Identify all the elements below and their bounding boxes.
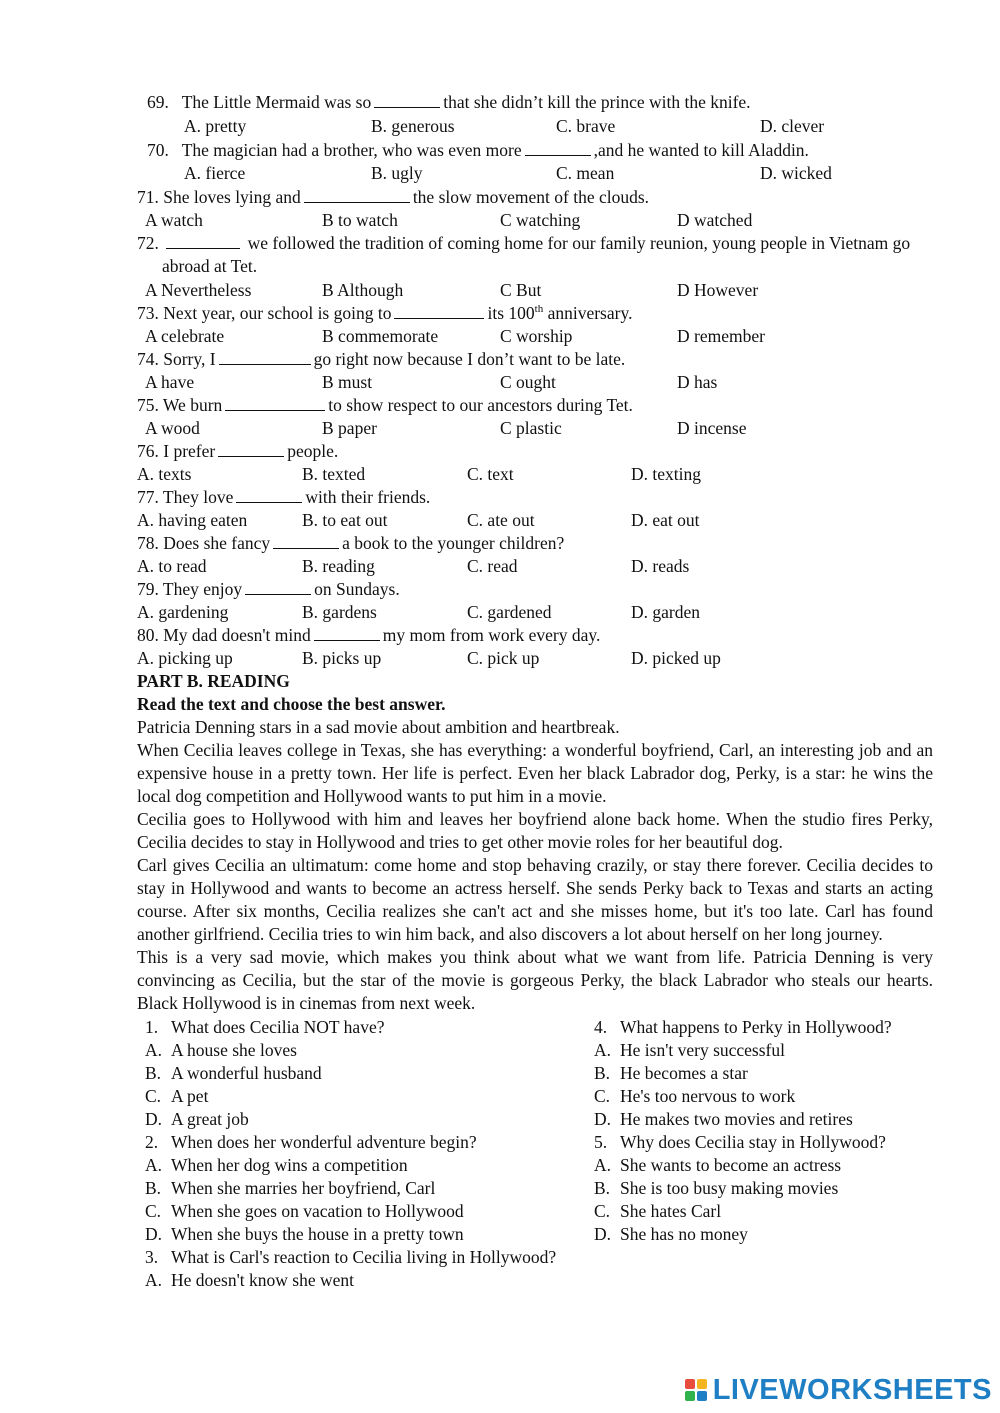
liveworksheets-logo-icon [685,1379,707,1401]
question-text: the slow movement of the clouds. [412,187,650,207]
passage-paragraph: When Cecilia leaves college in Texas, she has everything: a wonderful boyfriend, Carl, an interesting job and an expensive house in a pretty town. Her life is perfect. Even her black Labrador dog, Perky, is a star: he wins the local dog competition and Hollywood wants to put him in a movie. [137,740,933,806]
answer-option[interactable] [594,1154,841,1176]
answer-option[interactable] [594,1108,853,1130]
option-d[interactable]: D. wicked [760,163,832,183]
question-text: 77. They love [137,487,234,507]
option-c[interactable]: C worship [500,326,573,346]
answer-option[interactable] [145,1177,435,1199]
answer-option[interactable] [594,1085,795,1107]
option-letter: B. [594,1178,611,1198]
option-a[interactable]: A. to read [137,556,207,576]
option-d[interactable]: D remember [677,326,765,346]
question-text: 73. Next year, our school is going to [137,303,392,323]
reading-question [145,1016,385,1038]
option-a[interactable]: A watch [145,210,203,230]
option-text: He becomes a star [620,1063,748,1083]
brand-name: LIVEWORKSHEETS [712,1373,992,1406]
question-text: When does her wonderful adventure begin? [171,1132,477,1152]
answer-option[interactable] [145,1062,322,1084]
question-number: 2. [145,1132,159,1152]
option-text: A pet [171,1086,209,1106]
option-d[interactable]: D. reads [631,556,690,576]
option-c[interactable]: C. read [467,556,518,576]
question-text: go right now because I don’t want to be late. [313,349,626,369]
question-text: What is Carl's reaction to Cecilia living in Hollywood? [171,1247,557,1267]
question-number: 4. [594,1017,608,1037]
option-b[interactable]: B. picks up [302,648,382,668]
option-c[interactable]: C watching [500,210,581,230]
answer-blank[interactable] [219,349,311,365]
answer-option[interactable] [145,1269,354,1291]
question-text: with their friends. [305,487,431,507]
question-text: to show respect to our ancestors during Tet. [328,395,633,415]
question-74 [137,348,625,370]
option-text: He doesn't know she went [171,1270,354,1290]
question-text: The magician had a brother, who was even more [181,140,522,160]
option-text: He isn't very successful [620,1040,785,1060]
option-letter: A. [145,1155,163,1175]
option-letter: A. [594,1155,612,1175]
answer-blank[interactable] [245,579,311,595]
question-text: my mom from work every day. [382,625,601,645]
option-c[interactable]: C. ate out [467,510,535,530]
option-text: He makes two movies and retires [620,1109,853,1129]
option-a[interactable]: A. fierce [184,163,246,183]
option-b[interactable]: B must [322,372,373,392]
option-d[interactable]: D. texting [631,464,701,484]
answer-option[interactable] [145,1039,297,1061]
question-71 [137,186,649,208]
question-79 [137,578,400,600]
answer-blank[interactable] [225,395,325,411]
answer-option[interactable] [145,1154,408,1176]
option-a[interactable]: A. texts [137,464,192,484]
option-text: She has no money [620,1224,748,1244]
option-a[interactable]: A. having eaten [137,510,248,530]
option-letter: D. [145,1224,163,1244]
reading-question [145,1246,556,1268]
question-text: anniversary. [543,303,633,323]
option-c[interactable]: C. brave [556,116,616,136]
reading-question [145,1131,477,1153]
question-73 [137,302,632,324]
option-b[interactable]: B. texted [302,464,366,484]
option-d[interactable]: D incense [677,418,747,438]
question-text: 76. I prefer [137,441,216,461]
option-text: A wonderful husband [171,1063,322,1083]
passage-paragraph: Carl gives Cecilia an ultimatum: come home and stop behaving crazily, or stay there forever. Cecilia decides to stay in Hollywood and wants to become an actress herself. She sends Perky back to Texas and starts an acting course. After six months, Cecilia realizes she can't act and she misses home, but it's too late. Carl has found another girlfriend. Cecilia tries to win him back, and also discovers a lot about herself on her long journey. [137,855,933,944]
question-text: 79. They enjoy [137,579,243,599]
answer-blank[interactable] [525,140,591,156]
option-a[interactable]: A. gardening [137,602,229,622]
question-69 [147,91,751,113]
question-72 [137,232,910,254]
question-text: 80. My dad doesn't mind [137,625,311,645]
option-c[interactable]: C ought [500,372,556,392]
option-letter: B. [145,1063,162,1083]
question-text: What does Cecilia NOT have? [171,1017,385,1037]
option-letter: D. [594,1224,612,1244]
reading-question [594,1016,892,1038]
option-c[interactable]: C. mean [556,163,615,183]
option-d[interactable]: D. clever [760,116,825,136]
option-letter: A. [145,1270,163,1290]
question-text: a book to the younger children? [342,533,565,553]
option-letter: B. [145,1178,162,1198]
option-text: When she goes on vacation to Hollywood [171,1201,464,1221]
question-number: 5. [594,1132,608,1152]
option-letter: D. [145,1109,163,1129]
question-75 [137,394,633,416]
answer-blank[interactable] [218,441,284,457]
option-d[interactable]: D watched [677,210,753,230]
option-d[interactable]: D. garden [631,602,701,622]
option-a[interactable]: A celebrate [145,326,225,346]
question-text: 71. She loves lying and [137,187,301,207]
question-number: 1. [145,1017,159,1037]
question-number: 3. [145,1247,159,1267]
answer-option[interactable] [145,1108,249,1130]
answer-blank[interactable] [394,303,484,319]
question-number: 69. [147,92,169,112]
reading-question [594,1131,886,1153]
option-c[interactable]: C. gardened [467,602,552,622]
question-text: ,and he wanted to kill Aladdin. [593,140,809,160]
passage-paragraph: This is a very sad movie, which makes you think about what we want from life. Patricia Denning is very convincing as Cecilia, but the star of the movie is gorgeous Perky, the black Labrador who steals our hearts. Black Hollywood is in cinemas from next week. [137,947,933,1013]
answer-blank[interactable] [236,487,302,503]
option-text: He's too nervous to work [620,1086,796,1106]
question-text: 75. We burn [137,395,223,415]
question-77 [137,486,430,508]
answer-blank[interactable] [304,187,410,203]
option-b[interactable]: B. gardens [302,602,377,622]
question-text: What happens to Perky in Hollywood? [620,1017,892,1037]
option-c[interactable]: C plastic [500,418,562,438]
option-a[interactable]: A Nevertheless [145,280,252,300]
question-text: The Little Mermaid was so [181,92,372,112]
option-text: She wants to become an actress [620,1155,842,1175]
option-b[interactable]: B. to eat out [302,510,388,530]
answer-blank[interactable] [273,533,339,549]
option-letter: C. [145,1201,162,1221]
option-text: A great job [171,1109,249,1129]
option-text: When her dog wins a competition [171,1155,408,1175]
question-text: its 100 [487,303,535,323]
option-letter: B. [594,1063,611,1083]
option-letter: A. [145,1040,163,1060]
part-b-heading: PART B. READING [137,671,290,691]
option-b[interactable]: B. reading [302,556,375,576]
option-letter: D. [594,1109,612,1129]
question-text: we followed the tradition of coming home for our family reunion, young people in Vietnam go [247,233,911,253]
question-76 [137,440,338,462]
option-text: When she buys the house in a pretty town [171,1224,464,1244]
option-text: She hates Carl [620,1201,722,1221]
option-text: When she marries her boyfriend, Carl [171,1178,436,1198]
liveworksheets-logo [685,1373,992,1407]
answer-option[interactable] [594,1039,785,1061]
answer-blank[interactable] [374,92,440,108]
answer-option[interactable] [145,1223,464,1245]
answer-option[interactable] [594,1200,721,1222]
option-b[interactable]: B. ugly [371,163,423,183]
question-78 [137,532,564,554]
passage-paragraph: Patricia Denning stars in a sad movie about ambition and heartbreak. [137,717,620,737]
option-letter: C. [594,1086,611,1106]
option-b[interactable]: B paper [322,418,377,438]
answer-option[interactable] [594,1223,748,1245]
question-number: 70. [147,140,169,160]
option-letter: A. [594,1040,612,1060]
answer-option[interactable] [594,1062,748,1084]
option-letter: C. [145,1086,162,1106]
option-text: A house she loves [171,1040,297,1060]
option-a[interactable]: A. pretty [184,116,247,136]
option-d[interactable]: D. eat out [631,510,700,530]
answer-blank[interactable] [314,625,380,641]
option-b[interactable]: B to watch [322,210,398,230]
option-d[interactable]: D However [677,280,759,300]
reading-instruction: Read the text and choose the best answer. [137,694,446,714]
option-c[interactable]: C. text [467,464,514,484]
answer-option[interactable] [145,1085,208,1107]
question-number: 72. [137,233,159,253]
question-text: on Sundays. [314,579,400,599]
answer-option[interactable] [594,1177,838,1199]
option-d[interactable]: D has [677,372,718,392]
question-72-cont: abroad at Tet. [162,256,258,276]
option-b[interactable]: B Although [322,280,404,300]
question-text: people. [287,441,339,461]
ordinal-suffix: th [534,303,544,316]
question-70 [147,139,809,161]
option-c[interactable]: C. pick up [467,648,540,668]
option-letter: C. [594,1201,611,1221]
answer-blank[interactable] [166,233,240,249]
reading-passage [137,716,933,1015]
option-text: She is too busy making movies [620,1178,839,1198]
question-text: Why does Cecilia stay in Hollywood? [620,1132,886,1152]
option-d[interactable]: D. picked up [631,648,721,668]
passage-paragraph: Cecilia goes to Hollywood with him and leaves her boyfriend alone back home. When the studio fires Perky, Cecilia decides to stay in Hollywood and tries to get other movie roles for her beautiful dog. [137,809,933,852]
option-c[interactable]: C But [500,280,542,300]
answer-option[interactable] [145,1200,464,1222]
option-a[interactable]: A have [145,372,195,392]
question-text: 74. Sorry, I [137,349,216,369]
option-a[interactable]: A wood [145,418,200,438]
option-b[interactable]: B. generous [371,116,455,136]
question-text: that she didn’t kill the prince with the knife. [443,92,751,112]
option-a[interactable]: A. picking up [137,648,233,668]
option-b[interactable]: B commemorate [322,326,439,346]
question-80 [137,624,600,646]
question-text: 78. Does she fancy [137,533,271,553]
